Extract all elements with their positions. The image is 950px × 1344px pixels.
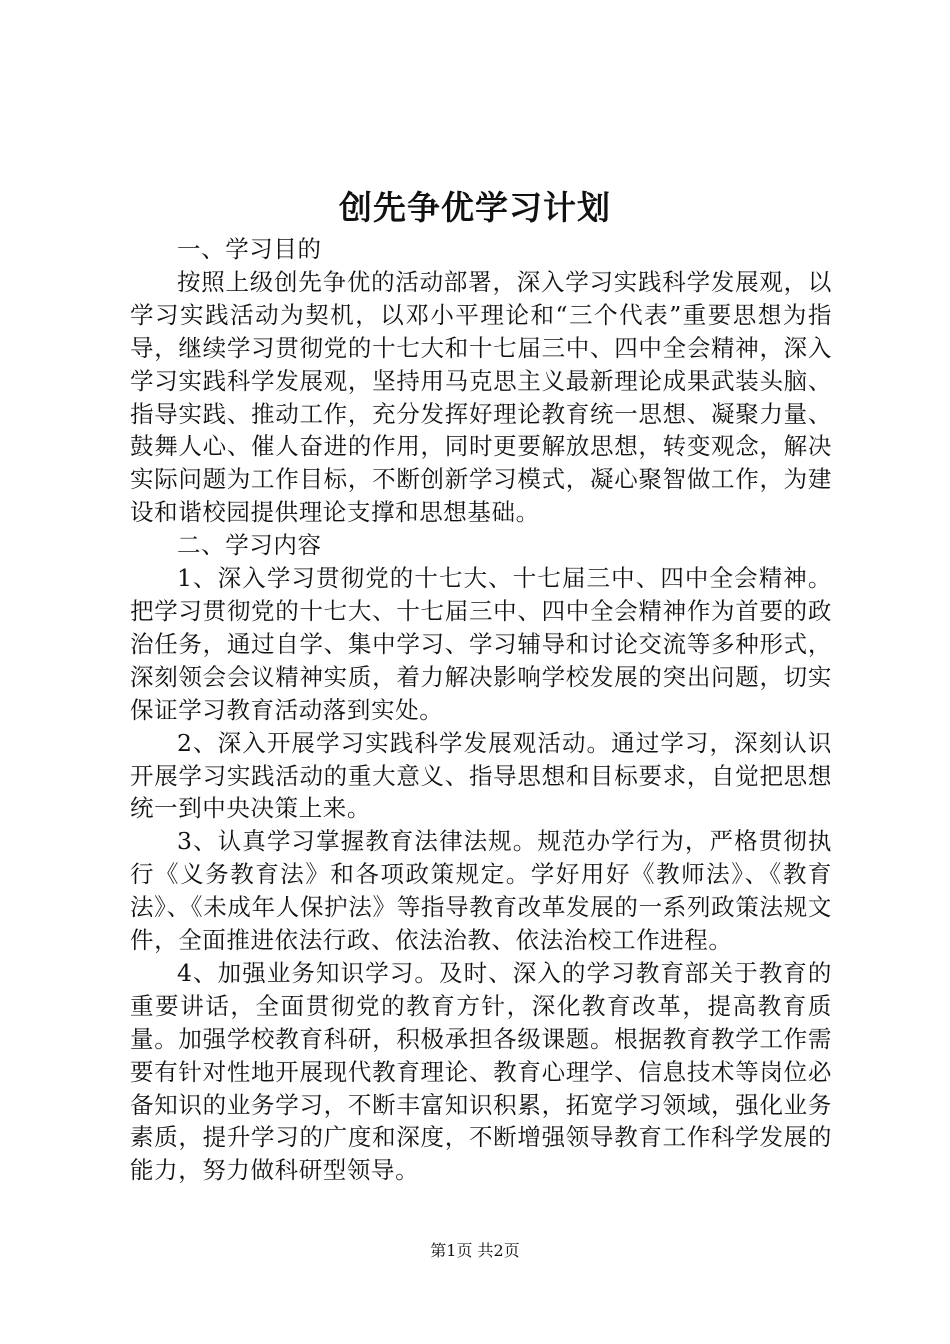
document-body [130, 233, 832, 1187]
paragraph-purpose: 按照上级创先争优的活动部署，深入学习实践科学发展观，以学习实践活动为契机，以邓小平理论和“三个代表”重要思想为指导，继续学习贯彻党的十七大和十七届三中、四中全会精神，深入学习实践科学发展观，坚持用马克思主义最新理论成果武装头脑、指导实践、推动工作，充分发挥好理论教育统一思想、凝聚力量、鼓舞人心、催人奋进的作用，同时更要解放思想，转变观念，解决实际问题为工作目标，不断创新学习模式，凝心聚智做工作，为建设和谐校园提供理论支撑和思想基础。 [130, 267, 832, 527]
paragraph-item-2: 2、深入开展学习实践科学发展观活动。通过学习，深刻认识开展学习实践活动的重大意义、指导思想和目标要求，自觉把思想统一到中央决策上来。 [130, 728, 832, 823]
paragraph-item-4: 4、加强业务知识学习。及时、深入的学习教育部关于教育的重要讲话，全面贯彻党的教育方针，深化教育改革，提高教育质量。加强学校教育科研，积极承担各级课题。根据教育教学工作需要有针对性地开展现代教育理论、教育心理学、信息技术等岗位必备知识的业务学习，不断丰富知识积累，拓宽学习领域，强化业务素质，提升学习的广度和深度，不断增强领导教育工作科学发展的能力，努力做科研型领导。 [130, 958, 832, 1185]
paragraph-item-1: 1、深入学习贯彻党的十七大、十七届三中、四中全会精神。把学习贯彻党的十七大、十七届三中、四中全会精神作为首要的政治任务，通过自学、集中学习、学习辅导和讨论交流等多种形式，深刻领会会议精神实质，着力解决影响学校发展的突出问题，切实保证学习教育活动落到实处。 [130, 564, 832, 724]
paragraph-item-3: 3、认真学习掌握教育法律法规。规范办学行为，严格贯彻执行《义务教育法》和各项政策规定。学好用好《教师法》、《教育法》、《未成年人保护法》等指导教育改革发展的一系列政策法规文件，全面推进依法行政、依法治教、依法治校工作进程。 [130, 827, 832, 955]
section-heading-purpose: 一、学习目的 [177, 235, 322, 263]
section-heading-content: 二、学习内容 [177, 531, 322, 560]
page-footer: 第1页 共2页 [430, 1241, 520, 1260]
document-title: 创先争优学习计划 [339, 188, 611, 227]
